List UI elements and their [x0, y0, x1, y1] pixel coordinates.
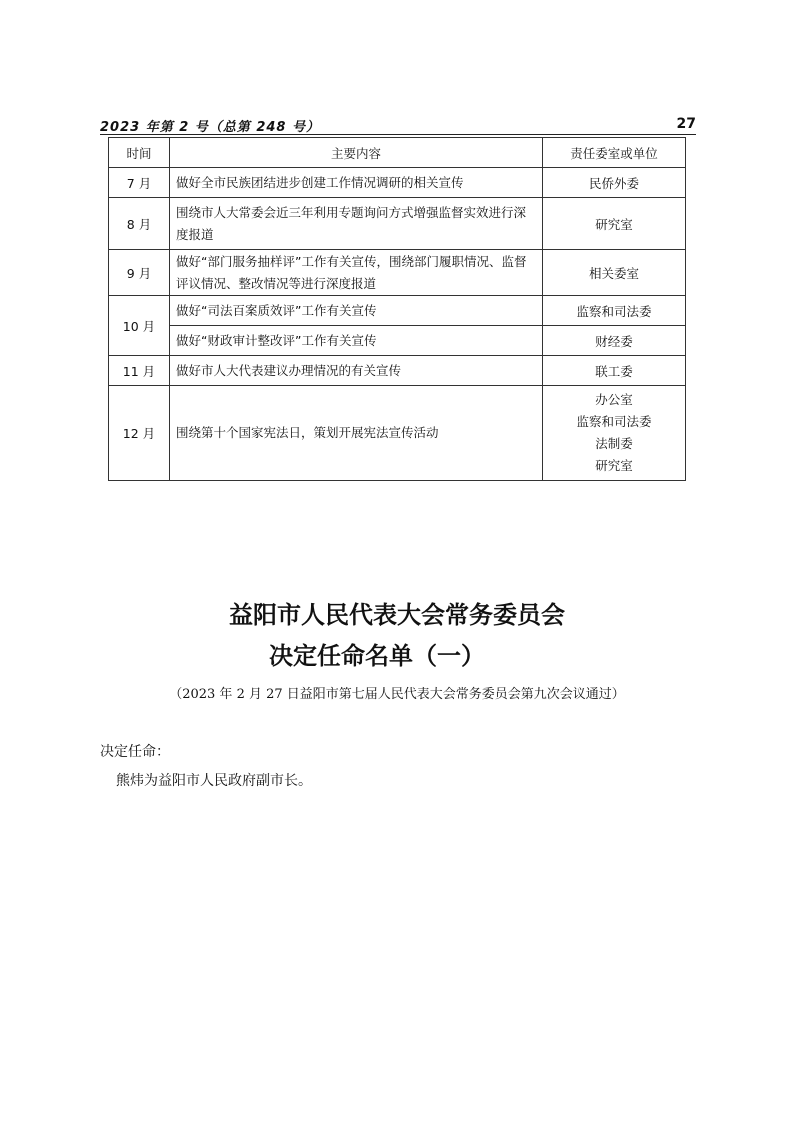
- month-cell: 9 月: [109, 250, 170, 296]
- unit-cell: 研究室: [543, 198, 686, 250]
- unit-line: 研究室: [595, 458, 633, 473]
- content-cell: 围绕市人大常委会近三年利用专题询问方式增强监督实效进行深度报道: [170, 198, 543, 250]
- unit-cell-multi: [543, 386, 686, 481]
- table-row: [109, 198, 686, 250]
- unit-line: 法制委: [595, 436, 633, 451]
- table-row: [109, 296, 686, 326]
- content-cell: 做好市人大代表建议办理情况的有关宣传: [170, 356, 543, 386]
- document-subtitle: （2023 年 2 月 27 日益阳市第七届人民代表大会常务委员会第九次会议通过）: [169, 687, 625, 702]
- unit-cell: 相关委室: [543, 250, 686, 296]
- table-row: [109, 250, 686, 296]
- table-header-row: [109, 138, 686, 168]
- table-row: [109, 168, 686, 198]
- page-header: [100, 114, 696, 135]
- unit-cell: 财经委: [543, 326, 686, 356]
- content-cell: 做好“财政审计整改评”工作有关宣传: [170, 326, 543, 356]
- header-unit: 责任委室或单位: [543, 138, 686, 168]
- unit-cell: 监察和司法委: [543, 296, 686, 326]
- content-cell: 做好“司法百案质效评”工作有关宣传: [170, 296, 543, 326]
- month-cell: 7 月: [109, 168, 170, 198]
- issue-label: 2023 年第 2 号（总第 248 号）: [100, 120, 320, 135]
- header-time: 时间: [109, 138, 170, 168]
- page-number: 27: [676, 116, 696, 132]
- content-cell: 围绕第十个国家宪法日，策划开展宪法宣传活动: [170, 386, 543, 481]
- appointment-text: 熊炜为益阳市人民政府副市长。: [116, 773, 312, 789]
- month-cell: 8 月: [109, 198, 170, 250]
- table-row: [109, 356, 686, 386]
- document-title-line1: 益阳市人民代表大会常务委员会: [229, 600, 565, 629]
- unit-cell: 联工委: [543, 356, 686, 386]
- table-row: [109, 326, 686, 356]
- content-cell: 做好全市民族团结进步创建工作情况调研的相关宣传: [170, 168, 543, 198]
- table-row: [109, 386, 686, 481]
- month-cell: 11 月: [109, 356, 170, 386]
- section-label: 决定任命：: [100, 744, 170, 760]
- header-content: 主要内容: [170, 138, 543, 168]
- unit-line: 监察和司法委: [576, 414, 652, 429]
- document-title-line2: 决定任命名单（一）: [269, 641, 485, 670]
- unit-line: 办公室: [595, 392, 633, 407]
- publicity-schedule-table: [108, 137, 686, 481]
- month-cell: 10 月: [109, 296, 170, 356]
- unit-cell: 民侨外委: [543, 168, 686, 198]
- month-cell: 12 月: [109, 386, 170, 481]
- content-cell: 做好“部门服务抽样评”工作有关宣传，围绕部门履职情况、监督评议情况、整改情况等进行深度报道: [170, 250, 543, 296]
